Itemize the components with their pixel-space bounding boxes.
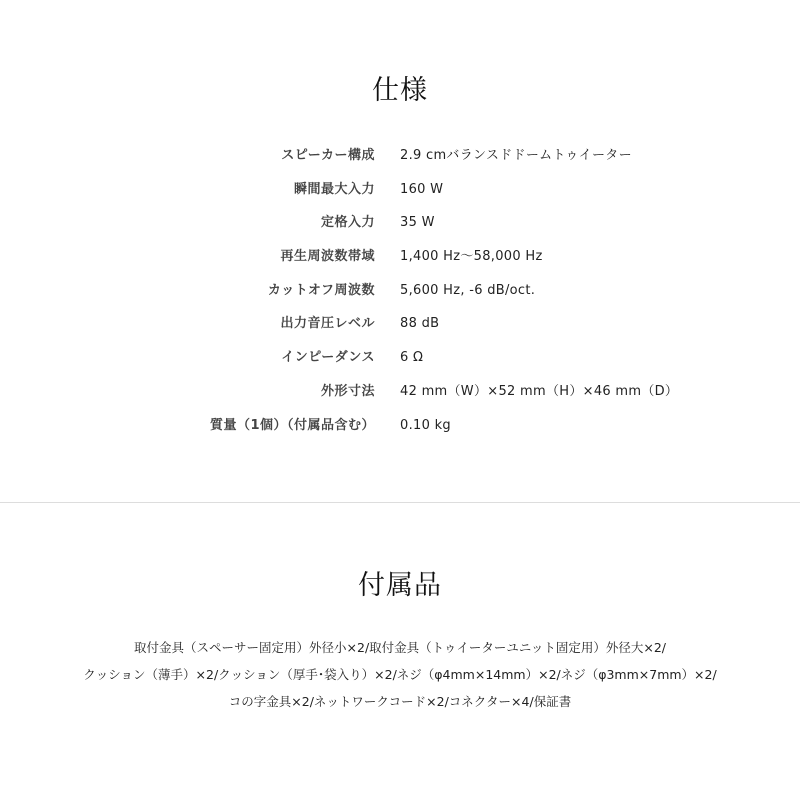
spec-row-weight [0, 411, 800, 445]
accessories-section-title: 付属品 [358, 570, 442, 601]
spec-row-impedance [0, 343, 800, 377]
spec-label: 瞬間最大入力 [293, 181, 375, 197]
spec-label: 定格入力 [320, 215, 375, 231]
accessories-line: コの字金具×2/ネットワークコード×2/コネクター×4/保証書 [228, 694, 572, 709]
spec-table [0, 141, 800, 444]
spec-section-title: 仕様 [372, 75, 428, 106]
spec-label: 再生周波数帯域 [280, 249, 375, 265]
spec-label: 外形寸法 [320, 383, 375, 399]
spec-value: 6 Ω [400, 350, 424, 366]
spec-label: インピーダンス [281, 350, 375, 366]
spec-row-cutoff-frequency [0, 276, 800, 310]
spec-label: カットオフ周波数 [267, 282, 375, 298]
spec-label: 出力音圧レベル [280, 316, 375, 332]
spec-value: 2.9 cmバランスドドームトゥイーター [400, 148, 632, 163]
section-divider [0, 502, 800, 503]
accessories-line: クッション（薄手）×2/クッション（厚手･袋入り）×2/ネジ（φ4mm×14mm）×2/ネジ（φ3mm×7mm）×2/ [83, 667, 717, 682]
spec-value: 35 W [400, 215, 435, 231]
spec-row-dimensions [0, 377, 800, 411]
spec-row-peak-input [0, 175, 800, 209]
accessories-line: 取付金具（スペーサー固定用）外径小×2/取付金具（トゥイーターユニット固定用）外径大×2/ [134, 640, 666, 655]
spec-value: 5,600 Hz, -6 dB/oct. [400, 282, 536, 298]
spec-value: 88 dB [400, 316, 440, 332]
spec-row-speaker-config [0, 141, 800, 175]
accessories-list [0, 634, 800, 715]
spec-value: 1,400 Hz～58,000 Hz [400, 249, 543, 265]
spec-row-sensitivity [0, 309, 800, 343]
spec-value: 0.10 kg [400, 417, 451, 433]
spec-label: スピーカー構成 [281, 148, 375, 163]
spec-value: 42 mm（W）×52 mm（H）×46 mm（D） [400, 383, 679, 399]
spec-label: 質量（1個）（付属品含む） [209, 417, 375, 433]
spec-row-frequency-range [0, 242, 800, 276]
spec-value: 160 W [400, 181, 444, 197]
spec-row-rated-input [0, 208, 800, 242]
